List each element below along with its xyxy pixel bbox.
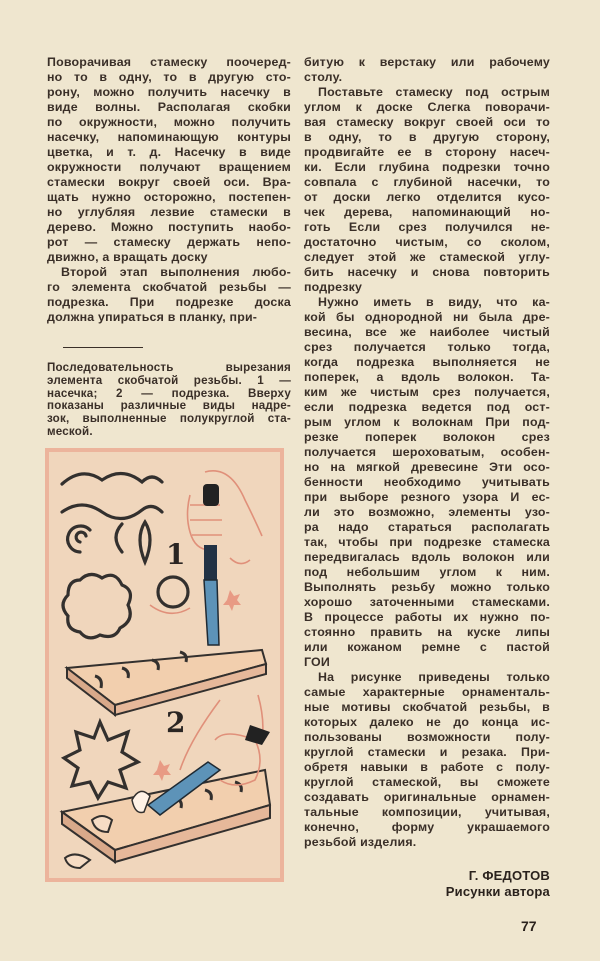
text-line: Последовательность вырезания (47, 361, 291, 374)
text-line: столу. (304, 70, 343, 84)
text-line: подрезку (304, 280, 363, 294)
text-line: хорошо заточенными стамесками. (304, 595, 550, 609)
author-name: Г. ФЕДОТОВ (468, 868, 550, 883)
caption-divider (63, 347, 143, 348)
text-line: бить насечку и снова повторить (304, 265, 550, 279)
chisel-carving-illustration (40, 440, 290, 920)
step-2-label: 2 (166, 706, 186, 739)
text-line: но на мягкой древесине Эти осо- (304, 460, 550, 474)
text-line: В процессе работы их нужно по- (304, 610, 550, 624)
text-line: при выборе резного узора И ес- (304, 490, 550, 504)
text-line: элемента скобчатой резьбы. 1 — (47, 373, 291, 387)
text-line: рону, можно получить насечку в (47, 85, 291, 99)
text-line: самые характерные орнаменталь- (304, 685, 550, 699)
text-line: движно, а вращать доску (47, 250, 208, 264)
text-line: если подрезка ведется под ост- (304, 400, 550, 414)
paragraph (304, 85, 550, 295)
text-line: окружности получают вращением (47, 160, 291, 174)
text-line: насечка; 2 — подрезка. Вверху (47, 386, 291, 400)
text-line: показаны различные виды надре- (47, 399, 291, 413)
text-line: или кожаном ремне с пастой (304, 640, 550, 654)
text-line: круглой стамески и резака. При- (304, 745, 550, 759)
paragraph (304, 295, 550, 670)
step-1-label: 1 (166, 538, 186, 571)
text-line: насечку, напоминающую контуры (47, 130, 291, 144)
text-line: круглой стамеской, вы сможете (304, 775, 550, 789)
text-line: под небольшим углом к ним. (304, 565, 550, 579)
text-line: чек дерева, напоминающий но- (304, 205, 550, 219)
text-line: создавать оригинальные орнамен- (304, 790, 550, 804)
text-line: подрезка. При подрезке доска (47, 295, 291, 309)
text-line: рым углом к волокнам При под- (304, 415, 550, 429)
text-line: достаточно чистым, со сколом, (304, 235, 550, 249)
paragraph (47, 55, 291, 265)
text-line: обретя навыки в работе с полу- (304, 760, 550, 774)
text-line: углом к доске Слегка поворачи- (304, 100, 550, 114)
text-line: ким же чистым срез получается, (304, 385, 550, 399)
text-line: от доски легко отделится кусо- (304, 190, 550, 204)
text-line: срез получается только тогда, (304, 340, 550, 354)
text-line: кой бы однородной ни была дре- (304, 310, 550, 324)
text-line: должна упираться в планку, при- (47, 310, 258, 324)
text-line: рот — стамеску держать непо- (47, 235, 291, 249)
paragraph (47, 265, 291, 325)
text-line: так, чтобы при подрезке стамеска (304, 535, 550, 549)
text-line: готь Если срез получился не- (304, 220, 550, 234)
left-column (47, 55, 291, 439)
text-line: На рисунке приведены только (318, 670, 550, 684)
text-line: ра надо стараться располагать (304, 520, 550, 534)
text-line: Выполнять резьбу можно только (304, 580, 550, 594)
text-line: меской. (47, 424, 93, 438)
text-line: но то в одну, то в другую сто- (47, 70, 291, 84)
text-line: передвигалась вдоль волокон или (304, 550, 550, 564)
text-line: в одну, то в другую сторону, (304, 130, 550, 144)
text-line: резьбой изделия. (304, 835, 417, 849)
text-line: го элемента скобчатой резьбы — (47, 280, 291, 294)
text-line: цветка, и т. д. Насечку в виде (47, 145, 291, 159)
text-line: Нужно иметь в виду, что ка- (318, 295, 550, 309)
text-line: щать нужно осторожно, постепен- (47, 190, 291, 204)
text-line: бенности необходимо учитывать (304, 475, 550, 489)
text-line: по окружности, можно получить (47, 115, 291, 129)
text-line: следует этой же стамеской углу- (304, 250, 550, 264)
text-line: стамески вокруг своей оси. Вра- (47, 175, 291, 189)
text-line: поперек, а вдоль волокон. Та- (304, 370, 550, 384)
text-line: ГОИ (304, 655, 331, 669)
text-line: стоянно править на куске липы (304, 625, 550, 639)
text-line: когда подрезка выполняется не (304, 355, 550, 369)
page-number: 77 (521, 918, 537, 934)
paragraph (304, 55, 550, 85)
text-line: совпала с глубиной насечки, то (304, 175, 550, 189)
text-line: пользованы возможности полу- (304, 730, 550, 744)
text-line: конечно, форму украшаемого (304, 820, 550, 834)
text-line: Поставьте стамеску под острым (318, 85, 550, 99)
paragraph (304, 670, 550, 850)
figure-caption (47, 362, 291, 439)
text-line: Поворачивая стамеску поочеред- (47, 55, 291, 69)
right-column (304, 55, 550, 900)
text-line: вая стамеску вокруг своей оси то (304, 115, 550, 129)
text-line: битую к верстаку или рабочему (304, 55, 550, 69)
text-line: которых далеко не до конца ис- (304, 715, 550, 729)
text-line: резке поперек волокон срез (304, 430, 550, 444)
text-line: Второй этап выполнения любо- (61, 265, 291, 279)
text-line: получается шероховатым, особен- (304, 445, 550, 459)
text-line: зок, выполненные полукруглой ста- (47, 412, 291, 426)
text-line: но углубляя лезвие стамески в (47, 205, 291, 219)
text-line: ли это возможно, элементы узо- (304, 505, 550, 519)
text-line: виде волны. Располагая скобки (47, 100, 291, 114)
text-line: дерево. Можно поступить наобо- (47, 220, 291, 234)
text-line: продвигайте ее в сторону насеч- (304, 145, 550, 159)
text-line: ки. Если глубина подрезки точно (304, 160, 550, 174)
text-line: ные мотивы скобчатой резьбы, в (304, 700, 550, 714)
text-line: весина, все же наиболее чистый (304, 325, 550, 339)
text-line: тальные композиции, учитывая, (304, 805, 550, 819)
illustration-credit: Рисунки автора (445, 884, 550, 899)
